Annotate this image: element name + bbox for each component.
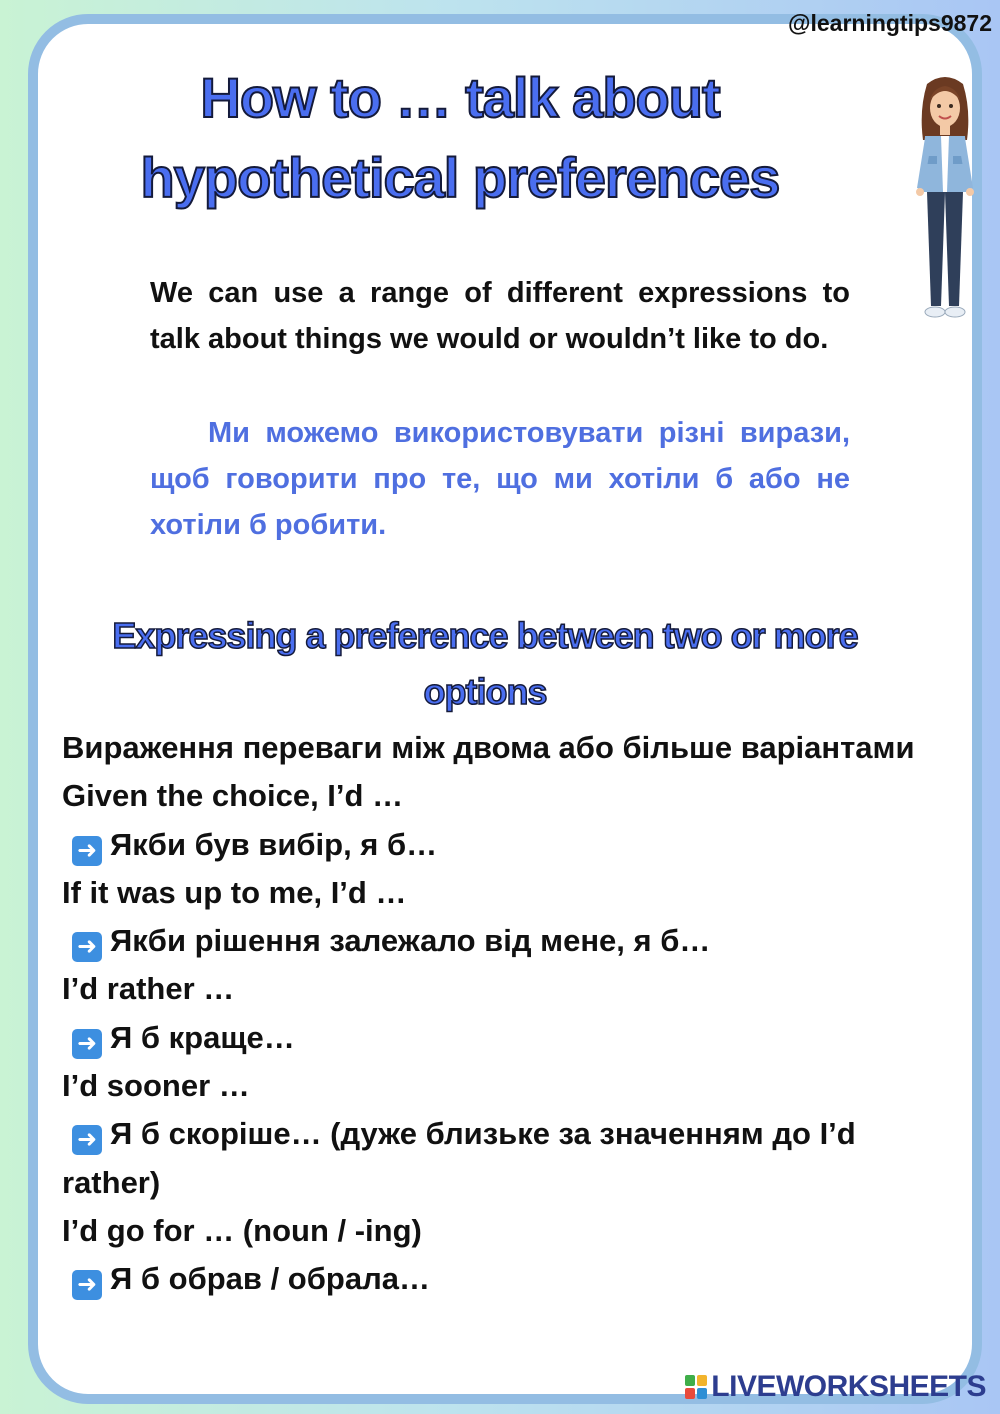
liveworksheets-logo[interactable] (685, 1370, 986, 1404)
phrase-translation (62, 1110, 942, 1207)
section-title-line-1: Expressing a preference between two or more (112, 615, 858, 656)
author-handle: @learningtips9872 (788, 10, 992, 36)
right-arrow-icon: ➜ (72, 1029, 102, 1059)
title-line-1: How to … talk about (200, 66, 720, 129)
logo-text: LIVEWORKSHEETS (711, 1370, 986, 1403)
teacher-illustration (905, 70, 985, 330)
phrase-english: Given the choice, I’d … (62, 778, 404, 814)
translation-text: Якби рішення залежало від мене, я б… (110, 923, 711, 959)
intro-english: We can use a range of different expressions to talk about things we would or wouldn’t like to do. (150, 277, 850, 355)
list-item (62, 1207, 942, 1304)
phrase-translation (62, 1014, 942, 1062)
list-item (62, 772, 942, 869)
title-line-2: hypothetical preferences (140, 146, 780, 209)
right-arrow-icon: ➜ (72, 836, 102, 866)
translation-text: Якби був вибір, я б… (110, 826, 438, 862)
phrase-translation (62, 917, 942, 965)
list-item (62, 965, 942, 1062)
phrase-list (62, 724, 942, 1304)
translation-text: Я б обрав / обрала… (110, 1261, 431, 1297)
section-title (30, 608, 940, 720)
phrase-english: I’d sooner … (62, 1068, 250, 1104)
phrase-translation (62, 1255, 942, 1303)
right-arrow-icon: ➜ (72, 1125, 102, 1155)
intro-ukrainian: Ми можемо використовувати різні вирази, щоб говорити про те, що ми хотіли б або не хотіли б робити. (150, 417, 850, 541)
section-subtitle: Вираження переваги між двома або більше варіантами (62, 730, 915, 765)
phrase-translation (62, 821, 942, 869)
phrase-english: I’d rather … (62, 971, 235, 1007)
page-title (60, 58, 860, 218)
translation-text: Я б скоріше… (дуже близьке за значенням до I’d rather) (62, 1116, 856, 1200)
phrase-english: I’d go for … (noun / -ing) (62, 1212, 422, 1248)
translation-text: Я б краще… (110, 1019, 295, 1055)
phrase-english: If it was up to me, I’d … (62, 874, 407, 910)
right-arrow-icon: ➜ (72, 1270, 102, 1300)
list-item (62, 869, 942, 966)
section-title-line-2: options (423, 671, 547, 712)
list-item (62, 1062, 942, 1207)
right-arrow-icon: ➜ (72, 932, 102, 962)
logo-mark-icon (685, 1375, 707, 1399)
